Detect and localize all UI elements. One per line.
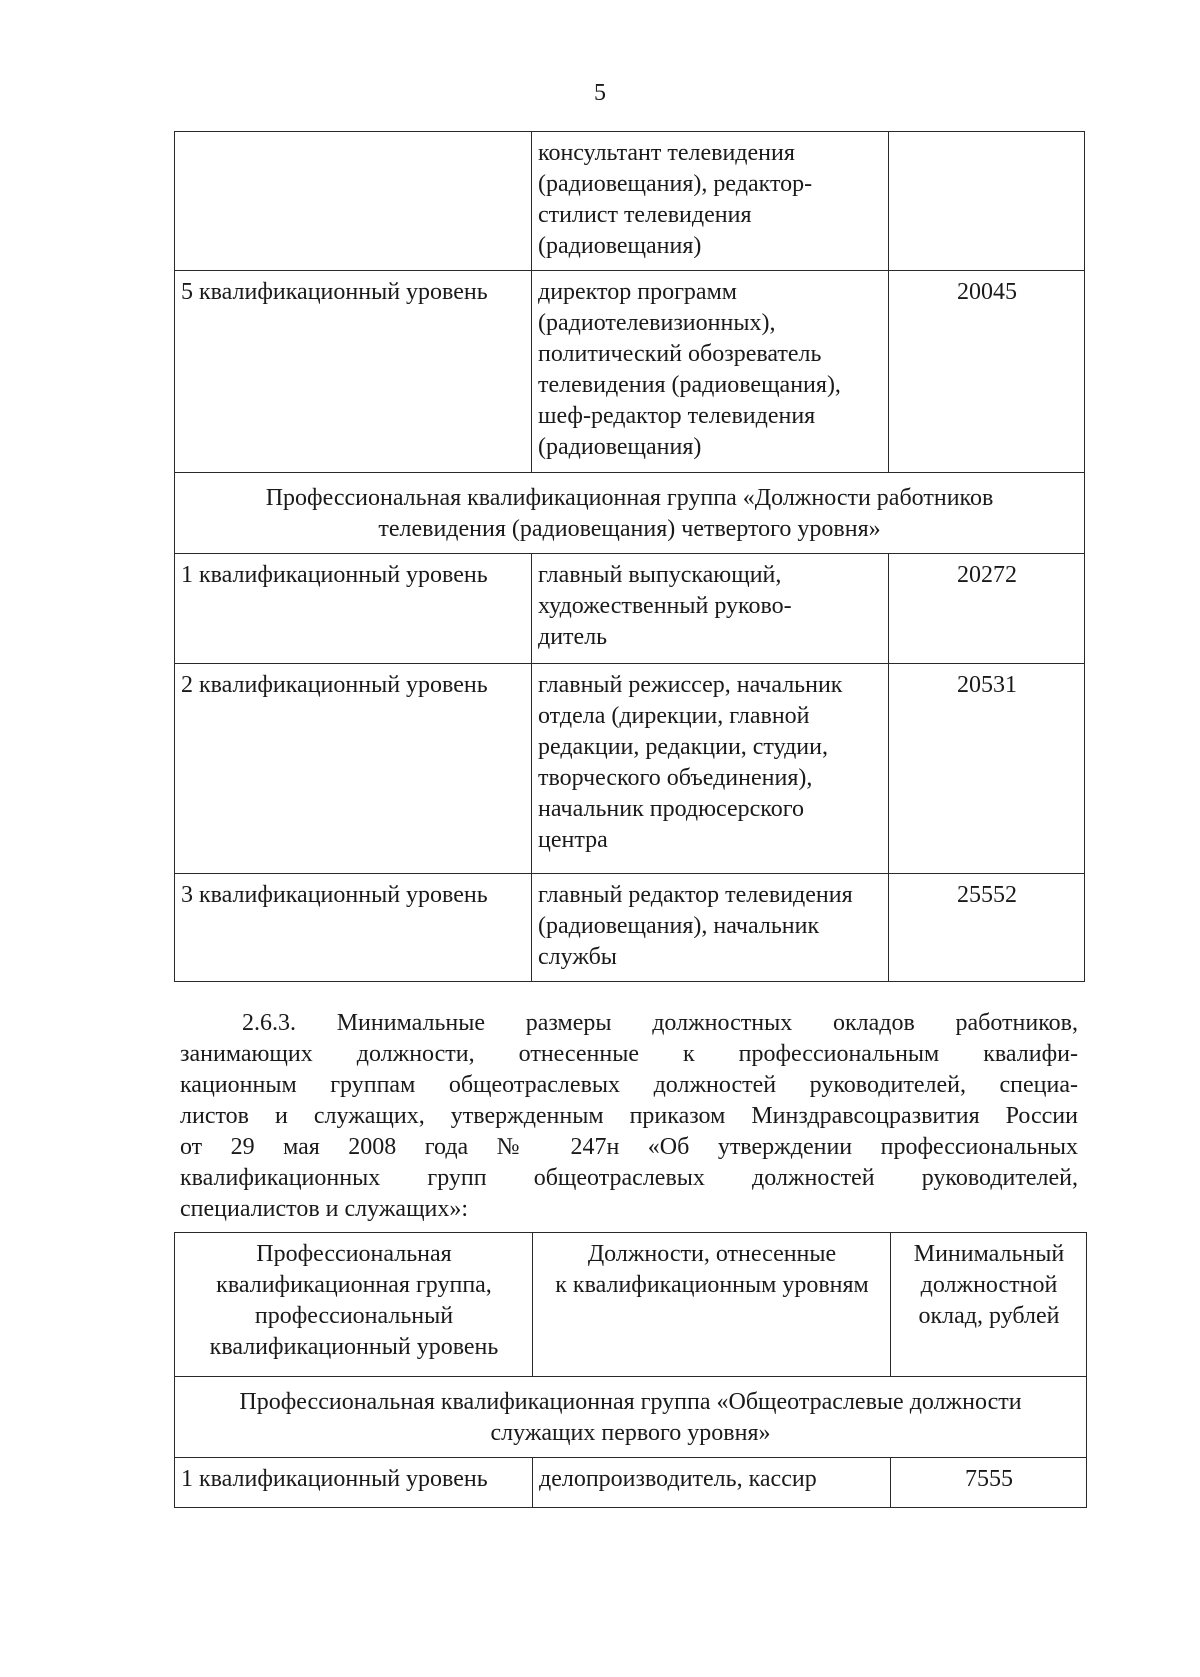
positions-text: консультант телевидения (радиовещания), редактор- стилист телевидения (радиовещания) [538,140,813,259]
table-row [175,664,1085,874]
table-header-row [175,1233,1087,1377]
positions-text: директор программ (радиотелевизионных), политический обозреватель телевидения (радиовещания), шеф-редактор телевидения (радиовещания) [538,279,841,460]
header-cell-salary [891,1233,1087,1377]
positions-text: главный редактор телевидения (радиовещания), начальник службы [538,882,853,970]
section-paragraph [180,1008,1078,1225]
page-number: 5 [594,80,606,106]
header-cell-positions [533,1233,891,1377]
group-row [175,1377,1087,1458]
group-title-cell [175,473,1085,554]
paragraph-line: листов и служащих, утвержденным приказом Минздравсоцразвития России [180,1103,1078,1129]
salary-cell [889,554,1085,664]
positions-cell [532,554,889,664]
salary-value: 20531 [957,672,1017,698]
salary-cell [889,664,1085,874]
group-row [175,473,1085,554]
table-row [175,554,1085,664]
paragraph-line: кационным группам общеотраслевых должностей руководителей, специа- [180,1072,1078,1098]
group-title: Профессиональная квалификационная группа «Общеотраслевые должности служащих первого уровня» [239,1389,1022,1446]
level-cell [175,271,532,473]
salary-value: 25552 [957,882,1017,908]
table-row [175,271,1085,473]
salary-cell [889,271,1085,473]
positions-cell [532,271,889,473]
salary-table-tv-positions [174,131,1085,982]
positions-text: главный режиссер, начальник отдела (дирекции, главной редакции, редакции, студии, творческого объединения), начальник продюсерского центра [538,672,843,853]
level-cell [175,874,532,982]
salary-table-general-positions [174,1232,1087,1508]
salary-cell [889,874,1085,982]
paragraph-line: занимающих должности, отнесенные к профессиональным квалифи- [180,1041,1078,1067]
level-text: 2 квалификационный уровень [181,672,488,698]
group-title: Профессиональная квалификационная группа «Должности работников телевидения (радиовещания) четвертого уровня» [265,485,994,542]
salary-cell [889,132,1085,271]
level-text: 1 квалификационный уровень [181,1466,488,1492]
level-cell [175,1458,533,1508]
paragraph-line: квалификационных групп общеотраслевых должностей руководителей, [180,1165,1078,1191]
positions-text: главный выпускающий, художественный руково- дитель [538,562,792,650]
group-title-cell [175,1377,1087,1458]
level-cell [175,664,532,874]
header-cell-group-level [175,1233,533,1377]
paragraph-line: специалистов и служащих»: [180,1196,469,1222]
header-text: Минимальный должностной оклад, рублей [913,1241,1065,1329]
table-row [175,1458,1087,1508]
positions-cell [532,874,889,982]
header-text: Должности, отнесенные к квалификационным уровням [555,1241,869,1298]
level-text: 3 квалификационный уровень [181,882,488,908]
salary-value: 20045 [957,279,1017,305]
positions-cell [532,664,889,874]
level-cell [175,132,532,271]
table-row [175,874,1085,982]
salary-cell [891,1458,1087,1508]
positions-cell [533,1458,891,1508]
table-row [175,132,1085,271]
salary-value: 7555 [965,1466,1013,1492]
positions-text: делопроизводитель, кассир [539,1466,817,1492]
paragraph-line: от 29 мая 2008 года № 247н «Об утверждении профессиональных [180,1134,1078,1160]
level-text: 1 квалификационный уровень [181,562,488,588]
header-text: Профессиональная квалификационная группа, профессиональный квалификационный уровень [209,1241,499,1360]
salary-value: 20272 [957,562,1017,588]
level-cell [175,554,532,664]
positions-cell [532,132,889,271]
level-text: 5 квалификационный уровень [181,279,488,305]
paragraph-line: 2.6.3. Минимальные размеры должностных окладов работников, [242,1010,1078,1036]
